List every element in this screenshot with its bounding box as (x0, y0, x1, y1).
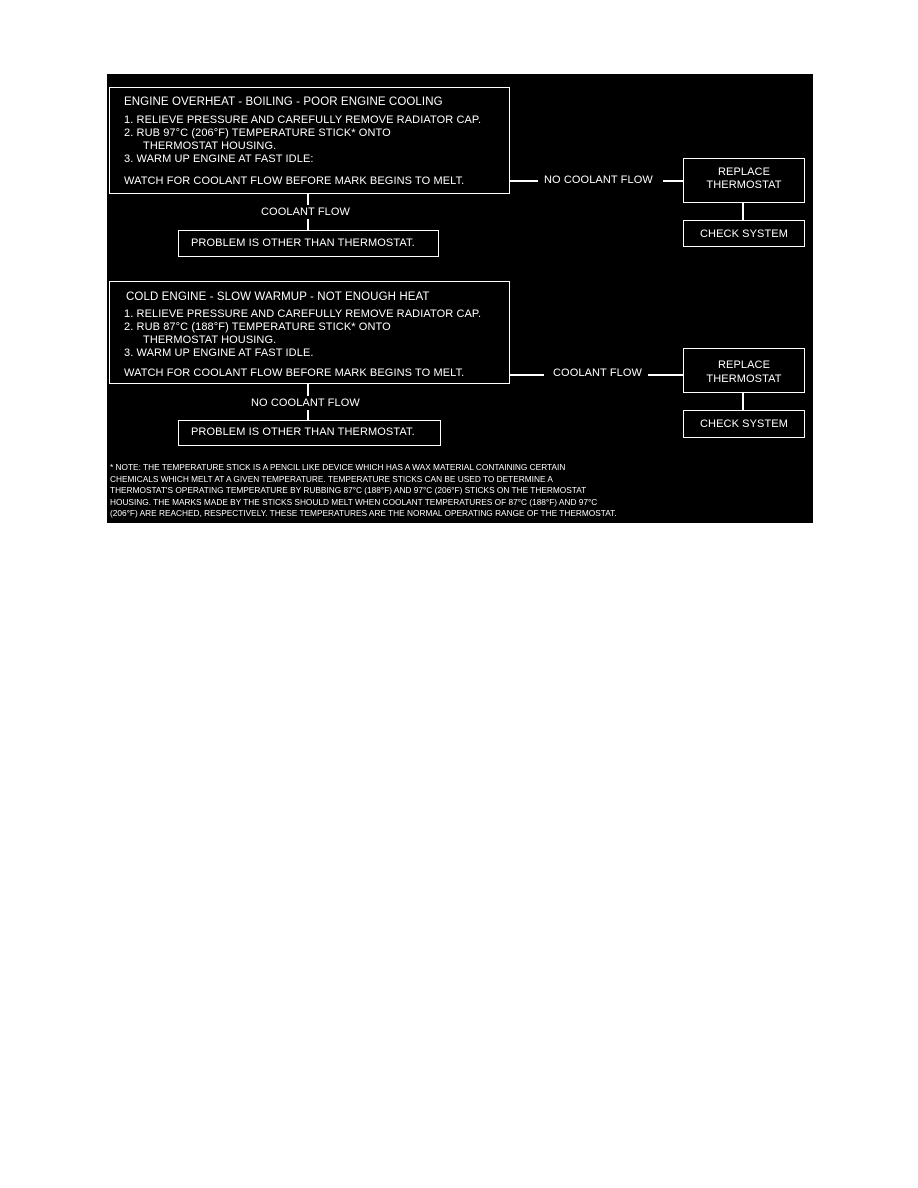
overheat-down-line-bottom (307, 219, 309, 230)
overheat-step-1: 1. RELIEVE PRESSURE AND CAREFULLY REMOVE RADIATOR CAP. (124, 114, 482, 126)
overheat-watch-text: WATCH FOR COOLANT FLOW BEFORE MARK BEGINS TO MELT. (124, 175, 465, 187)
cold-side-label: COOLANT FLOW (553, 367, 643, 379)
overheat-step-2: 2. RUB 97°C (206°F) TEMPERATURE STICK* ONTO (124, 127, 391, 139)
cold-title: COLD ENGINE - SLOW WARMUP - NOT ENOUGH HEAT (126, 291, 430, 303)
overheat-connector-left (510, 180, 538, 182)
footnote-line: HOUSING. THE MARKS MADE BY THE STICKS SHOULD MELT WHEN COOLANT TEMPERATURES OF 87°C (188°F) AND 97°C (110, 496, 598, 507)
cold-check-system-label: CHECK SYSTEM (700, 418, 788, 430)
footnote-line: (206°F) ARE REACHED, RESPECTIVELY. THESE TEMPERATURES ARE THE NORMAL OPERATING RANGE OF THE THERMOSTAT. (110, 508, 617, 519)
overheat-connector-right (663, 180, 684, 182)
cold-thermostat-label: THERMOSTAT (706, 373, 782, 385)
overheat-side-label: NO COOLANT FLOW (544, 174, 653, 186)
cold-down-line-top (307, 384, 309, 396)
footnote-line: CHEMICALS WHICH MELT AT A GIVEN TEMPERATURE. TEMPERATURE STICKS CAN BE USED TO DETERMINE A (110, 473, 553, 484)
cold-replace-to-check-line (742, 393, 744, 410)
footnote-line: * NOTE: THE TEMPERATURE STICK IS A PENCIL LIKE DEVICE WHICH HAS A WAX MATERIAL CONTAINING CERTAIN (110, 462, 566, 472)
thermostat-diagnosis-diagram (107, 74, 813, 523)
cold-step-2-cont: THERMOSTAT HOUSING. (143, 334, 277, 346)
overheat-check-system-label: CHECK SYSTEM (700, 228, 788, 240)
footnote-line: THERMOSTAT'S OPERATING TEMPERATURE BY RUBBING 87°C (188°F) AND 97°C (206°F) STICKS ON THE THERMOSTAT (110, 485, 587, 496)
cold-step-2: 2. RUB 87°C (188°F) TEMPERATURE STICK* ONTO (124, 321, 391, 333)
cold-connector-right (648, 374, 684, 376)
cold-down-line-bottom (307, 410, 309, 420)
cold-down-label: NO COOLANT FLOW (251, 397, 360, 409)
cold-connector-left (510, 374, 544, 376)
overheat-replace-label: REPLACE (717, 166, 771, 178)
cold-step-3: 3. WARM UP ENGINE AT FAST IDLE. (124, 347, 314, 359)
overheat-title: ENGINE OVERHEAT - BOILING - POOR ENGINE COOLING (124, 96, 443, 108)
footnote (110, 462, 810, 520)
cold-step-1: 1. RELIEVE PRESSURE AND CAREFULLY REMOVE RADIATOR CAP. (124, 308, 482, 320)
overheat-step-3: 3. WARM UP ENGINE AT FAST IDLE: (124, 153, 314, 165)
cold-watch-text: WATCH FOR COOLANT FLOW BEFORE MARK BEGINS TO MELT. (124, 367, 465, 379)
overheat-down-line-top (307, 194, 309, 205)
overheat-replace-to-check-line (742, 203, 744, 220)
overheat-thermostat-label: THERMOSTAT (706, 179, 782, 191)
cold-replace-label: REPLACE (717, 359, 771, 371)
overheat-down-label: COOLANT FLOW (261, 206, 351, 218)
overheat-problem-label: PROBLEM IS OTHER THAN THERMOSTAT. (191, 237, 415, 249)
overheat-step-2-cont: THERMOSTAT HOUSING. (143, 140, 277, 152)
cold-problem-label: PROBLEM IS OTHER THAN THERMOSTAT. (191, 426, 415, 438)
